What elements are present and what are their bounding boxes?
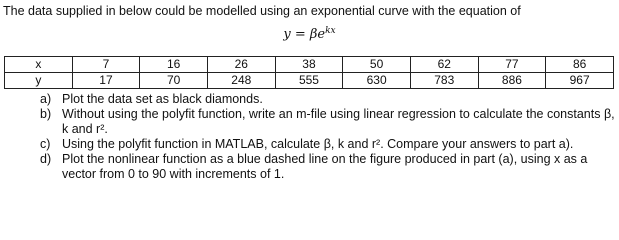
task-text: Using the polyfit function in MATLAB, calculate β, k and r². Compare your answers to part a). [62,137,574,151]
x-value-cell: 62 [410,57,478,73]
task-item [40,107,615,137]
x-value-cell: 26 [207,57,275,73]
task-text: Plot the data set as black diamonds. [62,92,263,106]
y-value-cell: 886 [478,73,546,89]
task-list [40,92,615,182]
y-value-cell: 967 [546,73,614,89]
y-value-cell: 555 [275,73,343,89]
y-value-cell: 783 [410,73,478,89]
y-label-cell: y [5,73,73,89]
task-item [40,92,615,107]
y-value-cell: 70 [140,73,208,89]
x-value-cell: 7 [72,57,140,73]
x-value-cell: 86 [546,57,614,73]
data-table [4,56,614,89]
model-equation [0,26,619,43]
y-value-cell: 17 [72,73,140,89]
task-marker: a) [40,92,52,106]
y-value-cell: 630 [343,73,411,89]
task-item [40,137,615,152]
equation-base: y = βe [283,27,326,42]
x-value-cell: 16 [140,57,208,73]
task-text: Plot the nonlinear function as a blue dashed line on the figure produced in part (a), using x as a vector from 0 to 90 with increments of 1. [62,152,588,181]
task-marker: b) [40,107,52,121]
task-item [40,152,615,182]
x-value-cell: 77 [478,57,546,73]
task-marker: d) [40,152,52,166]
equation-exponent: kx [325,26,336,36]
task-marker: c) [40,137,51,151]
task-text: Without using the polyfit function, write an m-file using linear regression to calculate the constants β, k and r². [62,107,615,136]
table-row-y [5,73,614,89]
y-value-cell: 248 [207,73,275,89]
intro-text: The data supplied in below could be modelled using an exponential curve with the equation of [3,4,521,18]
x-value-cell: 50 [343,57,411,73]
table-row-x [5,57,614,73]
x-label-cell: x [5,57,73,73]
x-value-cell: 38 [275,57,343,73]
